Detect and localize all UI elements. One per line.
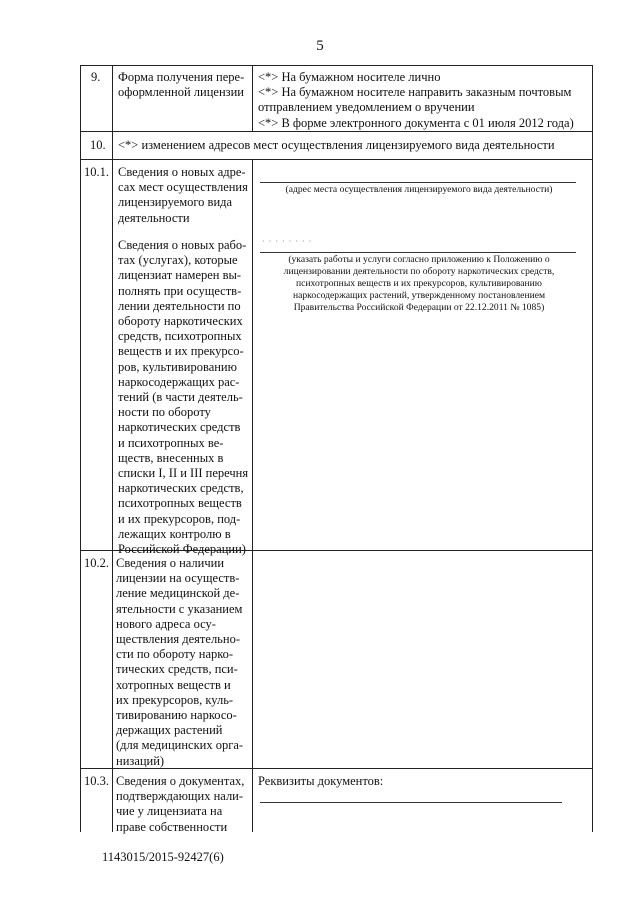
faint-dots: · · · · · · · · — [262, 237, 313, 246]
label-line: обороту наркотических — [118, 314, 243, 329]
label-line: ществ, внесенных в — [118, 450, 224, 465]
label-line: Сведения о новых адре- — [118, 165, 246, 179]
row-10-3-number: 10.3. — [84, 774, 109, 788]
column-divider — [252, 65, 253, 131]
label-line: лицензируемого вида — [118, 195, 233, 210]
label-line: сах мест осуществления — [118, 180, 248, 195]
row-10-2-number: 10.2. — [84, 556, 109, 570]
row-10-3-label — [116, 774, 248, 835]
label-line: и их прекурсоров, под- — [118, 511, 241, 526]
label-line: лении деятельности по — [118, 298, 241, 313]
table-border-top — [80, 65, 593, 66]
option-paper-by-mail: <*> На бумажном носителе направить заказным почтовым — [258, 85, 572, 100]
row-10-number: 10. — [90, 138, 106, 152]
label-line: Сведения о новых рабо- — [118, 238, 247, 252]
label-line: и психотропных ве- — [118, 435, 224, 450]
label-line: списки I, II и III перечня — [118, 466, 249, 481]
row-10-1-address-label — [118, 165, 252, 226]
option-electronic: <*> В форме электронного документа с 01 июля 2012 года) — [258, 115, 574, 130]
address-hint: (адрес места осуществления лицензируемого вида деятельности) — [285, 184, 553, 195]
option-paper-in-person: <*> На бумажном носителе лично — [258, 70, 441, 84]
label-line: оформленной лицензии — [118, 85, 244, 100]
hint-line: психотропных веществ и их прекурсоров, культивированию — [296, 278, 542, 289]
works-input-line[interactable] — [260, 252, 576, 253]
option-paper-by-mail-cont: отправлением уведомлением о вручении — [258, 100, 475, 115]
label-line: тах (услугах), которые — [118, 253, 238, 268]
label-line: (для медицинских орга- — [116, 738, 244, 753]
label-line: веществ и их прекурсо- — [118, 344, 244, 359]
label-line: Сведения о наличии — [116, 556, 225, 570]
application-form-table — [80, 65, 593, 832]
label-line: наркотических средств, — [118, 481, 244, 496]
row-9-label — [118, 70, 250, 100]
label-line: лицензиат намерен вы- — [118, 268, 242, 283]
label-line: деятельности — [118, 210, 190, 225]
row-10-2-value-area[interactable] — [253, 551, 591, 767]
label-line: Российской Федерации) — [118, 542, 246, 557]
label-line: нового адреса осу- — [116, 616, 216, 631]
label-line: ности по обороту — [118, 405, 211, 420]
row-10-2-label — [116, 556, 248, 769]
address-input-line[interactable] — [260, 182, 576, 183]
label-line: держащих растений — [116, 723, 223, 738]
label-line: наркосодержащих рас- — [118, 374, 240, 389]
label-line: чие у лицензиата на — [116, 804, 223, 819]
label-line: хотропных веществ и — [116, 677, 231, 692]
label-line: подтверждающих нали- — [116, 789, 244, 804]
label-line: Сведения о документах, — [116, 774, 245, 788]
label-line: лежащих контролю в — [118, 526, 231, 541]
table-border-left — [80, 65, 81, 832]
row-10-1-works-label — [118, 238, 252, 557]
row-9-number: 9. — [91, 70, 101, 84]
label-line: полнять при осуществ- — [118, 283, 242, 298]
hint-line: лицензировании деятельности по обороту наркотических средств, — [283, 266, 555, 277]
row-10-1-number: 10.1. — [84, 165, 109, 179]
row-9-delivery-options — [258, 70, 590, 131]
page-number: 5 — [316, 38, 324, 54]
documents-requisites-label: Реквизиты документов: — [258, 774, 384, 788]
column-divider — [112, 65, 113, 832]
hint-line: (указать работы и услуги согласно приложению к Положению о — [288, 254, 550, 265]
table-border-right — [592, 65, 593, 832]
label-line: тивированию наркосо- — [116, 708, 237, 723]
label-line: праве собственности — [116, 819, 228, 834]
label-line: их прекурсоров, куль- — [116, 692, 234, 707]
label-line: ров, культивированию — [118, 359, 237, 374]
label-line: тических средств, пси- — [116, 662, 238, 677]
label-line: психотропных веществ — [118, 496, 242, 511]
row-divider — [80, 159, 593, 160]
row-10-text: <*> изменением адресов мест осуществления лицензируемого вида деятельности — [118, 138, 555, 152]
label-line: ществления деятельно- — [116, 632, 240, 647]
hint-line: Правительства Российской Федерации от 22.12.2011 № 1085) — [293, 302, 545, 313]
label-line: тений (в части деятель- — [118, 390, 243, 405]
label-line: низаций) — [116, 753, 165, 768]
label-line: ятельности с указанием — [116, 601, 243, 616]
label-line: Форма получения пере- — [118, 70, 245, 84]
documents-input-line[interactable] — [260, 802, 562, 803]
label-line: средств, психотропных — [118, 329, 242, 344]
works-hint — [256, 254, 582, 314]
label-line: наркотических средств — [118, 420, 241, 435]
row-divider — [80, 131, 593, 132]
label-line: сти по обороту нарко- — [116, 647, 234, 662]
label-line: ление медицинской де- — [116, 586, 240, 601]
document-reference-number: 1143015/2015-92427(6) — [102, 850, 224, 864]
label-line: лицензии на осуществ- — [116, 571, 240, 586]
hint-line: наркосодержащих растений, утвержденному постановлением — [292, 290, 546, 301]
